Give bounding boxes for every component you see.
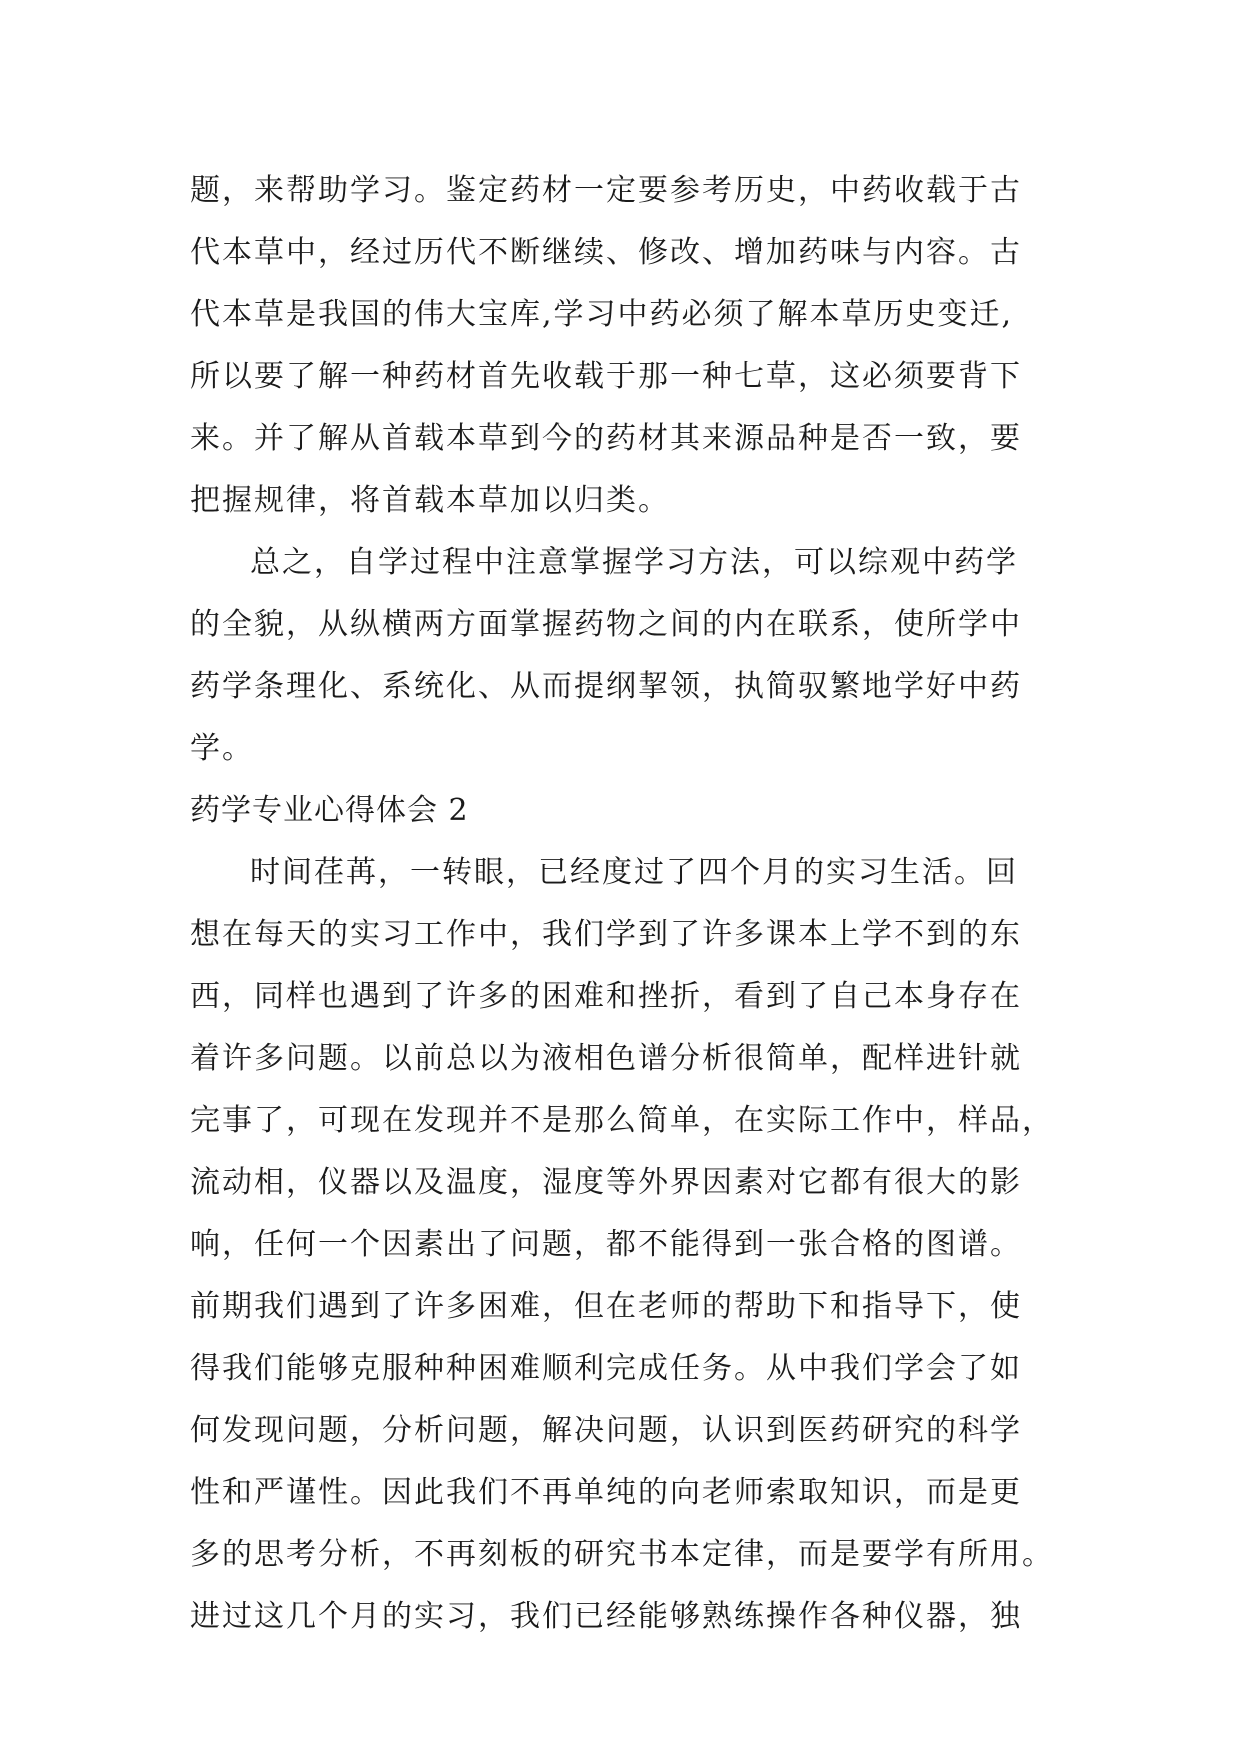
paragraph-line: 得我们能够克服种种困难顺利完成任务。从中我们学会了如 (190, 1351, 1022, 1386)
paragraph-line: 药学条理化、系统化、从而提纲挈领，执简驭繁地学好中药 (190, 669, 1022, 704)
paragraph-line: 代本草中，经过历代不断继续、修改、增加药味与内容。古 (190, 235, 1022, 270)
paragraph-line: 多的思考分析，不再刻板的研究书本定律，而是要学有所用。 (190, 1537, 1054, 1572)
paragraph-line: 时间荏苒，一转眼，已经度过了四个月的实习生活。回 (250, 855, 1018, 890)
paragraph-line: 总之，自学过程中注意掌握学习方法，可以综观中药学 (250, 545, 1018, 580)
paragraph-line: 响，任何一个因素出了问题，都不能得到一张合格的图谱。 (190, 1227, 1022, 1262)
paragraph-line: 性和严谨性。因此我们不再单纯的向老师索取知识，而是更 (190, 1475, 1022, 1510)
paragraph-line: 学。 (190, 731, 254, 766)
paragraph-line: 前期我们遇到了许多困难，但在老师的帮助下和指导下，使 (190, 1289, 1022, 1324)
paragraph-line: 何发现问题，分析问题，解决问题，认识到医药研究的科学 (190, 1413, 1022, 1448)
paragraph-line: 完事了，可现在发现并不是那么简单，在实际工作中，样品， (190, 1103, 1054, 1138)
paragraph-line: 来。并了解从首载本草到今的药材其来源品种是否一致，要 (190, 421, 1022, 456)
section-heading: 药学专业心得体会 2 (190, 793, 469, 828)
document-body (190, 160, 1070, 1648)
paragraph-line: 流动相，仪器以及温度，湿度等外界因素对它都有很大的影 (190, 1165, 1022, 1200)
paragraph-line: 把握规律，将首载本草加以归类。 (190, 483, 670, 518)
paragraph-line: 的全貌，从纵横两方面掌握药物之间的内在联系，使所学中 (190, 607, 1022, 642)
paragraph-line: 想在每天的实习工作中，我们学到了许多课本上学不到的东 (190, 917, 1022, 952)
paragraph-line: 着许多问题。以前总以为液相色谱分析很简单，配样进针就 (190, 1041, 1022, 1076)
paragraph-line: 进过这几个月的实习，我们已经能够熟练操作各种仪器，独 (190, 1599, 1022, 1634)
paragraph-line: 代本草是我国的伟大宝库,学习中药必须了解本草历史变迁, (190, 297, 1014, 332)
paragraph-line: 所以要了解一种药材首先收载于那一种七草，这必须要背下 (190, 359, 1022, 394)
paragraph-line: 西，同样也遇到了许多的困难和挫折，看到了自己本身存在 (190, 979, 1022, 1014)
paragraph-line: 题，来帮助学习。鉴定药材一定要参考历史，中药收载于古 (190, 173, 1022, 208)
